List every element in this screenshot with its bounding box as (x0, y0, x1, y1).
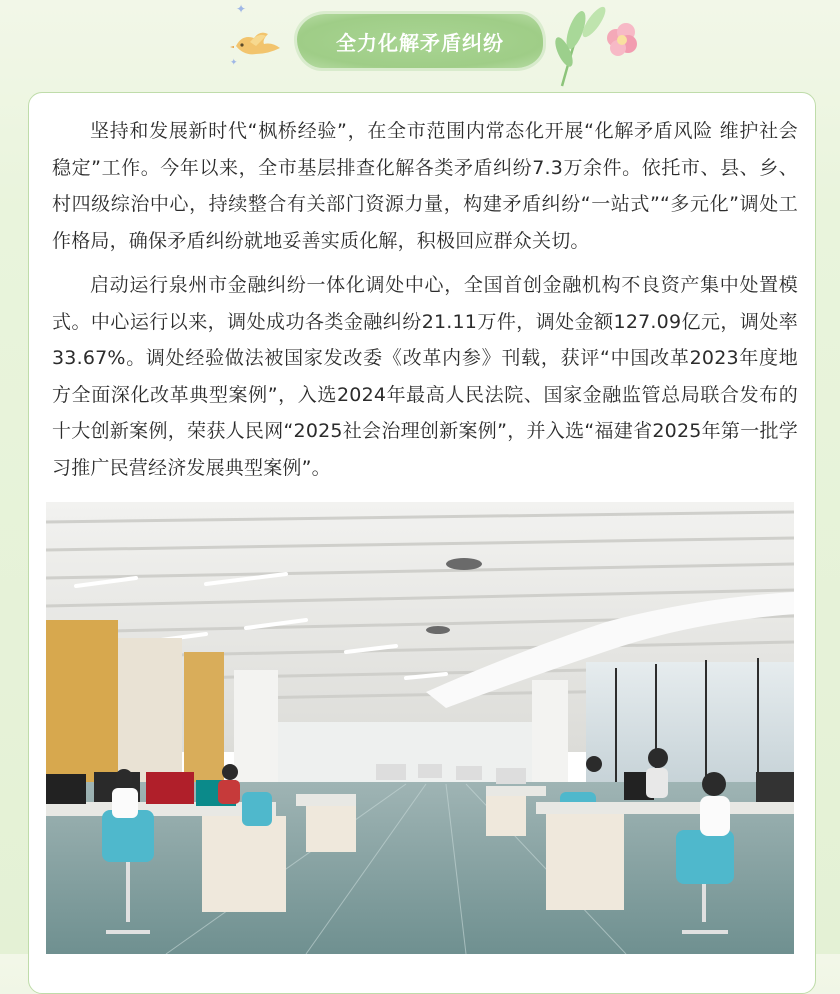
section-title: 全力化解矛盾纠纷 (336, 30, 504, 55)
section-title-badge (297, 14, 543, 68)
article-paragraph-1: 坚持和发展新时代“枫桥经验”，在全市范围内常态化开展“化解矛盾风险 维护社会稳定”工作。今年以来，全市基层排查化解各类矛盾纠纷7.3万余件。依托市、县、乡、村四级综治中心，持续整合有关部门资源力量，构建矛盾纠纷“一站式”“多元化”调处工作格局，确保矛盾纠纷就地妥善实质化解，积极回应群众关切。 (52, 120, 798, 252)
header-banner (0, 0, 840, 96)
office-photo (46, 502, 794, 954)
bird-icon (228, 24, 288, 64)
sparkle-icon: ✦ (230, 58, 238, 68)
leaf-icon (90, 0, 130, 8)
leaf-branch-icon (548, 0, 648, 90)
article-paragraph-2: 启动运行泉州市金融纠纷一体化调处中心，全国首创金融机构不良资产集中处置模式。中心运行以来，调处成功各类金融纠纷21.11万件，调处金额127.09亿元，调处率33.67%。调处经验做法被国家发改委《改革内参》刊载，获评“中国改革2023年度地方全面深化改革典型案例”，入选2024年最高人民法院、国家金融监管总局联合发布的十大创新案例，荣获人民网“2025社会治理创新案例”，并入选“福建省2025年第一批学习推广民营经济发展典型案例”。 (52, 274, 798, 479)
sparkle-icon: ✦ (236, 2, 247, 16)
flower-icon (607, 23, 637, 56)
